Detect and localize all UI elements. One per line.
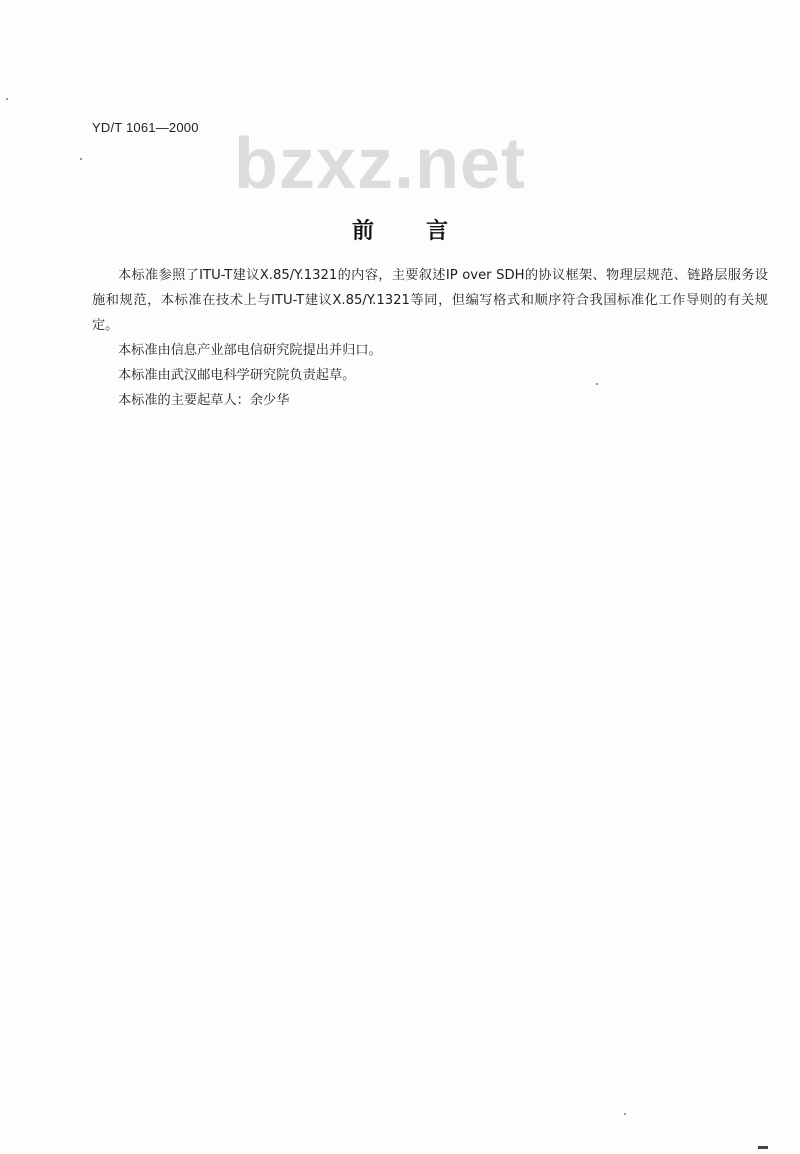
paragraph-drafting-unit: 本标准由武汉邮电科学研究院负责起草。 — [118, 368, 356, 383]
foreword-body — [92, 263, 768, 413]
scan-speck — [6, 98, 8, 100]
page-corner-mark — [758, 1146, 768, 1149]
document-code: YD/T 1061—2000 — [92, 120, 199, 135]
scan-speck — [624, 1113, 626, 1115]
paragraph-drafters: 本标准的主要起草人：余少华 — [118, 393, 290, 408]
paragraph-reference: 本标准参照了ITU-T建议X.85/Y.1321的内容，主要叙述IP over SDH的协议框架、物理层规范、链路层服务设施和规范，本标准在技术上与ITU-T建议X.85/Y.1321等同，但编写格式和顺序符合我国标准化工作导则的有关规定。 — [92, 268, 768, 333]
paragraph-proposer: 本标准由信息产业部电信研究院提出并归口。 — [118, 343, 382, 358]
scan-speck — [80, 158, 82, 160]
scan-speck — [596, 383, 598, 385]
page-title: 前言 — [351, 219, 500, 244]
watermark-logo: bzxz.net — [233, 124, 527, 204]
